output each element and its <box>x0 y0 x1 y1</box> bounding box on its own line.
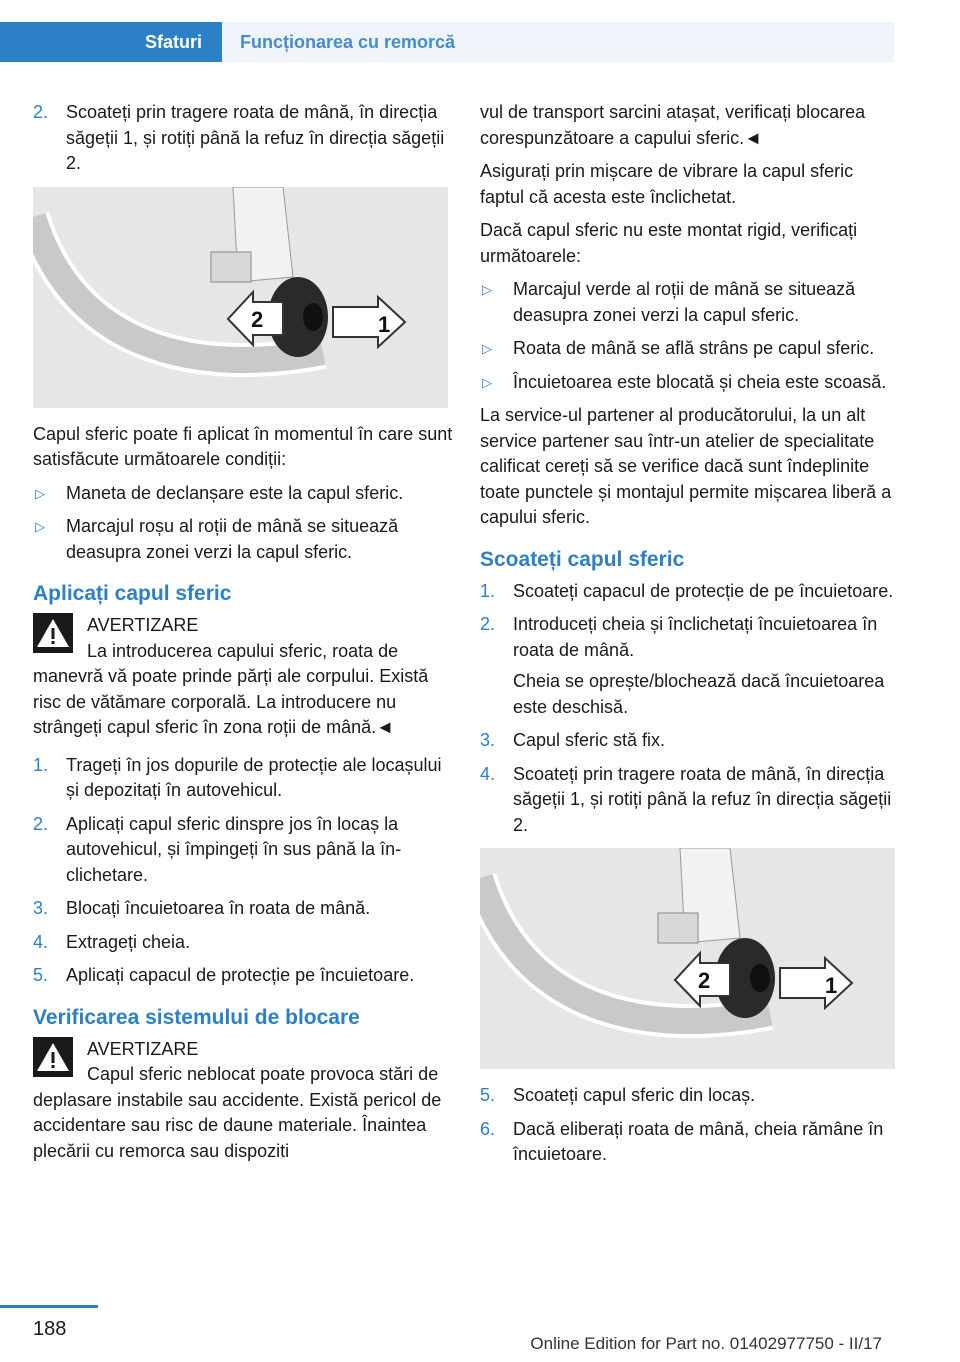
warning-box <box>33 613 453 741</box>
step-text: Blocați încuietoarea în roata de mână. <box>66 898 371 918</box>
step-number: 6. <box>480 1118 496 1139</box>
step-text: Introduceți cheia și înclichetați încuietoarea în roata de mână. <box>513 614 878 660</box>
list-item <box>480 1083 896 1109</box>
step-number: 1. <box>33 754 49 775</box>
step-number: 2. <box>33 102 49 122</box>
step-text: Scoateți prin tragere roata de mână, în direcția săgeții 1, și rotiți până la refuz în direcția săgeții 2. <box>513 763 892 835</box>
list-item <box>33 812 453 889</box>
list-item <box>33 930 453 956</box>
paragraph: La service-ul partener al producătorului, la un alt service partener sau într-un atelier de specialitate calificat cereți să se verifice dacă sunt îndeplinite toate punctele și montajul permite mișcarea liberă a capului sferic. <box>480 405 892 527</box>
left-column <box>33 100 453 1176</box>
warning-text: La introducerea capului sferic, roata de manevră vă poate prinde părți ale corpului. Există risc de vătămare corporală. La introducere nu strângeți capul sferic în zona roții de mână.◄ <box>33 640 429 737</box>
paragraph: Dacă capul sferic nu este montat rigid, verificați următoarele: <box>480 220 858 266</box>
list-item <box>480 370 896 396</box>
section-heading: Verificarea sistemului de blocare <box>33 1005 360 1029</box>
list-item <box>480 336 896 362</box>
warning-icon <box>33 1037 73 1077</box>
step-text: Scoateți prin tragere roata de mână, în direcția săgeții 1, și rotiți până la refuz în direcția săgeții 2. <box>66 102 445 173</box>
triangle-bullet-icon: ▷ <box>482 341 492 356</box>
step-number: 1. <box>480 580 496 601</box>
step-number: 3. <box>33 898 49 918</box>
ball-head-illustration <box>480 848 895 1069</box>
warning-box <box>33 1037 453 1165</box>
list-item <box>33 753 453 804</box>
footer-rule <box>0 1305 98 1308</box>
check-text: Marcajul verde al roții de mână se situează deasupra zonei verzi la capul sferic. <box>513 279 856 325</box>
list-item <box>33 100 453 177</box>
triangle-bullet-icon: ▷ <box>35 485 45 501</box>
header-section-title: Funcționarea cu remorcă <box>222 22 894 62</box>
warning-text: Capul sferic neblocat poate provoca stări de deplasare instabile sau accidente. Există pericol de accidentare sau risc de daune materiale. Înaintea plecării cu remorca sau dispoziti <box>33 1064 442 1161</box>
condition-text: Marcajul roșu al roții de mână se situează deasupra zonei verzi la capul sferic. <box>66 516 399 562</box>
page-number: 188 <box>33 1318 67 1340</box>
step-text: Scoateți capacul de protecție de pe încuietoare. <box>513 580 894 601</box>
step-number: 2. <box>33 813 49 834</box>
list-item <box>33 514 453 565</box>
step-text: Aplicați capul sferic dinspre jos în locaș la autovehicul, și împingeți în sus până la înclichetare. <box>66 813 402 885</box>
header-bar-left <box>0 22 125 62</box>
check-text: Încuietoarea este blocată și cheia este scoasă. <box>513 371 887 392</box>
list-item <box>33 963 453 989</box>
section-heading: Aplicați capul sferic <box>33 582 232 605</box>
right-column <box>480 100 896 1176</box>
list-item <box>480 1117 896 1168</box>
step-text: Capul sferic stă fix. <box>513 730 666 750</box>
step-subtext: Cheia se oprește/blochează dacă încuietoarea este deschisă. <box>513 671 885 717</box>
list-item <box>480 612 896 720</box>
arrow-label-2: 2 <box>698 968 711 993</box>
arrow-label-1: 1 <box>825 973 838 998</box>
list-item <box>480 728 896 754</box>
continued-text: vul de transport sarcini atașat, verificați blocarea corespunzătoare a capului sferic.◄ <box>480 102 866 148</box>
step-number: 5. <box>480 1085 496 1105</box>
list-item <box>480 579 896 605</box>
step-text: Scoateți capul sferic din locaș. <box>513 1085 756 1105</box>
triangle-bullet-icon: ▷ <box>35 519 45 534</box>
triangle-bullet-icon: ▷ <box>482 282 492 297</box>
step-text: Extrageți cheia. <box>66 931 191 952</box>
header-tab: Sfaturi <box>125 22 222 62</box>
step-number: 2. <box>480 614 496 634</box>
warning-icon <box>33 613 73 653</box>
step-number: 5. <box>33 965 49 985</box>
warning-title: AVERTIZARE <box>87 615 199 635</box>
list-item <box>480 277 896 328</box>
list-item <box>33 481 453 507</box>
step-number: 4. <box>480 763 496 784</box>
conditions-intro: Capul sferic poate fi aplicat în momentul în care sunt satisfăcute următoarele condiții: <box>33 423 453 469</box>
arrow-label-1: 1 <box>378 311 391 337</box>
step-text: Dacă eliberați roata de mână, cheia rămâne în încuietoare. <box>513 1118 884 1164</box>
edition-note: Online Edition for Part no. 01402977750 - II/17 <box>530 1334 882 1353</box>
arrow-label-2: 2 <box>251 306 264 332</box>
step-text: Aplicați capacul de protecție pe încuietoare. <box>66 965 415 985</box>
section-heading: Scoateți capul sferic <box>480 547 685 571</box>
ball-head-illustration <box>33 187 448 408</box>
list-item <box>33 896 453 922</box>
warning-title: AVERTIZARE <box>87 1038 199 1059</box>
list-item <box>480 762 896 839</box>
step-text: Trageți în jos dopurile de protecție ale locașului și depozitați în autovehicul. <box>66 754 442 800</box>
condition-text: Maneta de declanșare este la capul sferic. <box>66 482 404 503</box>
step-number: 3. <box>480 730 496 750</box>
paragraph: Asigurați prin mișcare de vibrare la capul sferic faptul că acesta este înclichetat. <box>480 161 854 207</box>
check-text: Roata de mână se află strâns pe capul sferic. <box>513 338 875 358</box>
step-number: 4. <box>33 931 49 952</box>
triangle-bullet-icon: ▷ <box>482 374 492 390</box>
